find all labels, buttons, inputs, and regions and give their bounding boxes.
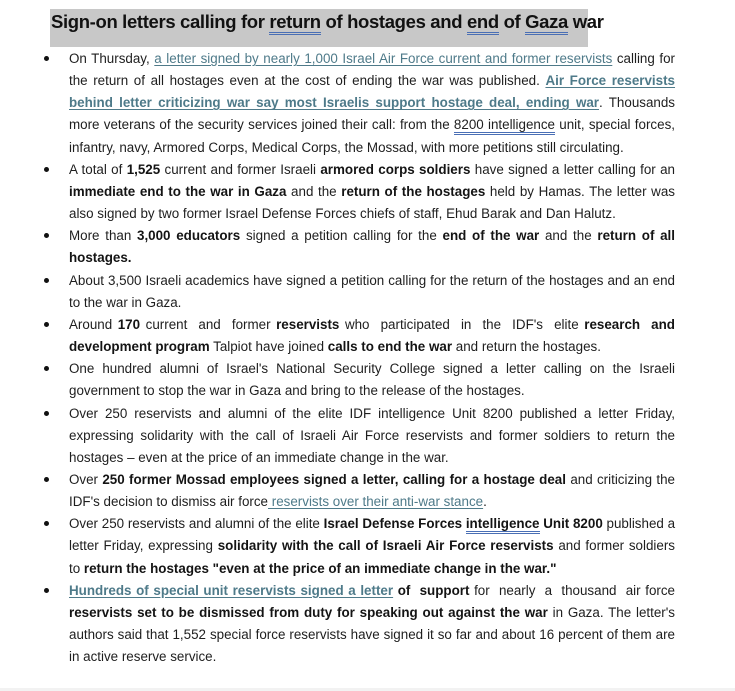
list-item (0, 48, 675, 159)
list-item (0, 159, 675, 225)
text: A total of (69, 161, 127, 177)
bold-text: 250 former Mossad employees signed a letter, calling for a hostage deal (102, 471, 566, 487)
bullet-list (0, 48, 735, 668)
bold-text: reservists set to be dismissed from duty for speaking out against the war (69, 604, 548, 620)
text: Over (69, 471, 103, 487)
text: . Thousands more veterans of the security services joined their call: from the (69, 95, 676, 133)
text: who participated in the IDF's elite (339, 316, 585, 332)
bold-text: of support (393, 582, 470, 598)
text: On Thursday, (69, 51, 155, 66)
text: unit, special forces, infantry, navy, Armored Corps, Medical Corps, the Mossad, with more petitions still circulating. (69, 117, 675, 155)
list-item (0, 270, 675, 314)
text: and criticizing the IDF's decision to dismiss air force (69, 471, 675, 510)
bold-text: research and development program (69, 316, 679, 355)
text: current and former (140, 316, 277, 332)
bold-text: 3,000 educators (137, 228, 241, 244)
list-item (0, 314, 679, 358)
title-word-return: return (269, 11, 320, 35)
link-special-unit-reservists-letter[interactable]: Hundreds of special unit reservists signed a letter (69, 582, 394, 598)
text: About 3,500 Israeli academics have signed a petition calling for the return of the hostages and an end to the war in Gaza. (69, 272, 675, 310)
list-item (0, 358, 675, 402)
bold-text: Unit 8200 (539, 516, 603, 532)
text: Over 250 reservists and alumni of the elite (69, 516, 324, 532)
flagged-text-intelligence: intelligence (466, 516, 540, 534)
text: calling for the return of all hostages even at the cost of ending the war was published. (69, 51, 676, 89)
text: published a letter Friday, expressing (69, 516, 676, 554)
title-word-end: end (467, 11, 499, 35)
link-reservists-anti-war-stance[interactable]: reservists over their anti-war stance (268, 494, 484, 510)
bold-text: 1,525 (126, 161, 161, 177)
text: have signed a letter calling for an (470, 161, 675, 177)
text: One hundred alumni of Israel's National Security College signed a letter calling on the Israeli government to stop the war in Gaza and bring to the release of the hostages. (69, 361, 675, 399)
text: Over 250 reservists and alumni of the elite IDF intelligence Unit 8200 published a letter Friday, expressing solidarity with the call of Israeli Air Force reservists and former soldiers to return the hostages – even at the price of an immediate change in the war. (69, 405, 675, 465)
bold-text: return the hostages "even at the price of an immediate change in the war." (83, 560, 557, 576)
text: signed a petition calling for the (240, 228, 443, 244)
list-item (0, 225, 675, 269)
text: in Gaza. The letter's authors said that 1,552 special force reservists have signed it so far and about 16 percent of them are in active reserve service. (69, 604, 675, 665)
bold-text: reservists (276, 316, 340, 332)
title-text: of hostages and (320, 11, 467, 32)
title-text: Sign-on letters calling for (51, 11, 270, 32)
link-air-force-letter[interactable]: a letter signed by nearly 1,000 Israel Air Force current and former reservists (154, 51, 613, 66)
title-text: war (567, 11, 604, 32)
text: held by Hamas. The letter was also signed by two former Israel Defense Forces chiefs of staff, Ehud Barak and Dan Halutz. (69, 183, 675, 222)
bold-text: Israel Defense Forces (323, 516, 466, 532)
text: for nearly a thousand air force (469, 582, 679, 598)
list-item (0, 580, 679, 669)
text: Around (69, 316, 118, 332)
text: and former soldiers to (69, 538, 675, 576)
list-item (0, 469, 675, 513)
bold-text: 170 (117, 316, 141, 332)
bold-text: armored corps soldiers (320, 161, 471, 177)
list-item (0, 513, 675, 579)
bold-text: calls to end the war (327, 339, 453, 355)
text: current and former Israeli (160, 161, 321, 177)
text: . (483, 494, 487, 510)
text: More than (69, 228, 137, 244)
flagged-text-8200-intelligence: 8200 intelligence (454, 117, 555, 135)
bold-text: immediate end to the war in Gaza (69, 183, 287, 199)
title-text: of (498, 11, 526, 32)
bold-text: return of all hostages. (69, 228, 675, 266)
text: and return the hostages. (452, 339, 601, 355)
bold-text: solidarity with the call of Israeli Air Force reservists (217, 538, 554, 554)
text: and the (286, 183, 342, 199)
title-word-gaza: Gaza (525, 11, 568, 35)
text: Talpiot have joined (209, 339, 328, 355)
text: and the (539, 228, 598, 244)
bold-text: end of the war (442, 228, 540, 244)
bold-text: return of the hostages (341, 183, 486, 199)
link-air-force-reservists-article[interactable]: Air Force reservists behind letter criticizing war say most Israelis support hostage deal, ending war (69, 73, 676, 111)
list-item (0, 403, 675, 469)
page-title (51, 11, 604, 33)
